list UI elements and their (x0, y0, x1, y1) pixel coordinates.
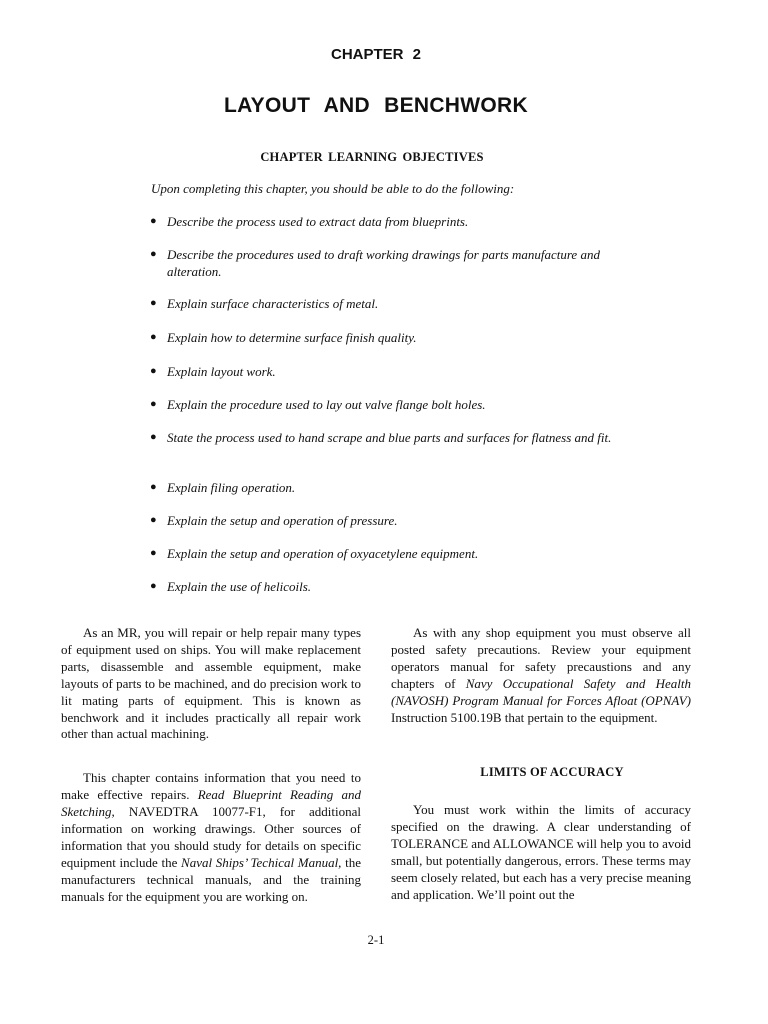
objective-text: Explain the setup and operation of pressure. (167, 513, 398, 528)
objective-item (150, 295, 619, 312)
objective-text: Explain filing operation. (167, 480, 296, 495)
body-paragraph: As an MR, you will repair or help repair many types of equipment used on ships. You will make replacement parts, disassemble and assemble equipment, make layouts of parts to be machined, and do precision work to lit mating parts of equipment. This is known as benchwork and it includes practically all repair work other than actual machining. (61, 625, 361, 742)
text-run: Instruction 5100.19B that pertain to the equipment. (391, 709, 658, 725)
objective-text: Explain the use of helicoils. (167, 579, 312, 594)
page-number: 2-1 (367, 933, 385, 947)
objective-item (150, 246, 619, 280)
objective-item (150, 512, 619, 529)
objective-text: Describe the process used to extract data from blueprints. (167, 214, 469, 229)
bullet-icon: ● (150, 431, 157, 443)
left-column (61, 625, 361, 906)
objective-item (150, 578, 619, 595)
objectives-intro: Upon completing this chapter, you should be able to do the following: (151, 181, 515, 196)
objective-text: Explain surface characteristics of metal. (167, 296, 379, 311)
bullet-icon: ● (150, 248, 157, 260)
text-run: This chapter contains information that you need to make effective repairs. (61, 770, 361, 803)
bullet-icon: ● (150, 514, 157, 526)
objective-item (150, 363, 619, 380)
objective-text: Describe the procedures used to draft working drawings for parts manufacture and alteration. (167, 247, 600, 279)
objective-item (150, 479, 619, 496)
book-title-blueprint: Read Blueprint Reading and Sketching, (61, 787, 362, 820)
objective-item (150, 545, 619, 562)
text-run: the manufacturers technical manuals, and the training manuals for the equipment you are working on. (61, 854, 361, 904)
text-run: As with any shop equipment you must observe all posted safety precautions. Review your equipment operators manual for safety precaustions and any chapters of (391, 625, 691, 691)
book-title-manual: Naval Ships’ Techical Manual, (181, 854, 342, 870)
objective-text: State the process used to hand scrape and blue parts and surfaces for flatness and fit. (167, 430, 612, 445)
body-paragraph: You must work within the limits of accuracy specified on the drawing. A clear understanding of TOLERANCE and ALLOWANCE will help you to avoid small, but potentially dangerous, errors. These terms may seem closely related, but each has a very precise meaning and application. We’ll point out the (391, 802, 691, 902)
bullet-icon: ● (150, 365, 157, 377)
chapter-number: CHAPTER 2 (330, 46, 421, 63)
objective-item (150, 396, 619, 413)
text-run: NAVEDTRA 10077-F1, for additional information on working drawings. Other sources of information that you should study for details on specific equipment include the (61, 804, 361, 870)
objective-item (150, 213, 619, 230)
objective-text: Explain layout work. (167, 364, 276, 379)
bullet-icon: ● (150, 398, 157, 410)
bullet-icon: ● (150, 215, 157, 227)
objective-text: Explain how to determine surface finish quality. (167, 330, 417, 345)
section-heading: LIMITS OF ACCURACY (480, 765, 624, 780)
bullet-icon: ● (150, 297, 157, 309)
bullet-icon: ● (150, 331, 157, 343)
objectives-heading: CHAPTER LEARNING OBJECTIVES (260, 150, 484, 164)
bullet-icon: ● (150, 580, 157, 592)
objective-item (150, 329, 619, 346)
book-title-navosh: Navy Occupational Safety and Health (NAVOSH) Program Manual for Forces Afloat (OPNAV) (391, 675, 691, 708)
right-column (391, 625, 691, 904)
body-paragraph (391, 625, 691, 726)
bullet-icon: ● (150, 547, 157, 559)
bullet-icon: ● (150, 481, 157, 493)
body-paragraph (61, 770, 361, 905)
objective-text: Explain the procedure used to lay out valve flange bolt holes. (167, 397, 486, 412)
objective-text: Explain the setup and operation of oxyacetylene equipment. (167, 546, 479, 561)
objective-item (150, 429, 619, 446)
chapter-title: LAYOUT AND BENCHWORK (224, 94, 528, 117)
